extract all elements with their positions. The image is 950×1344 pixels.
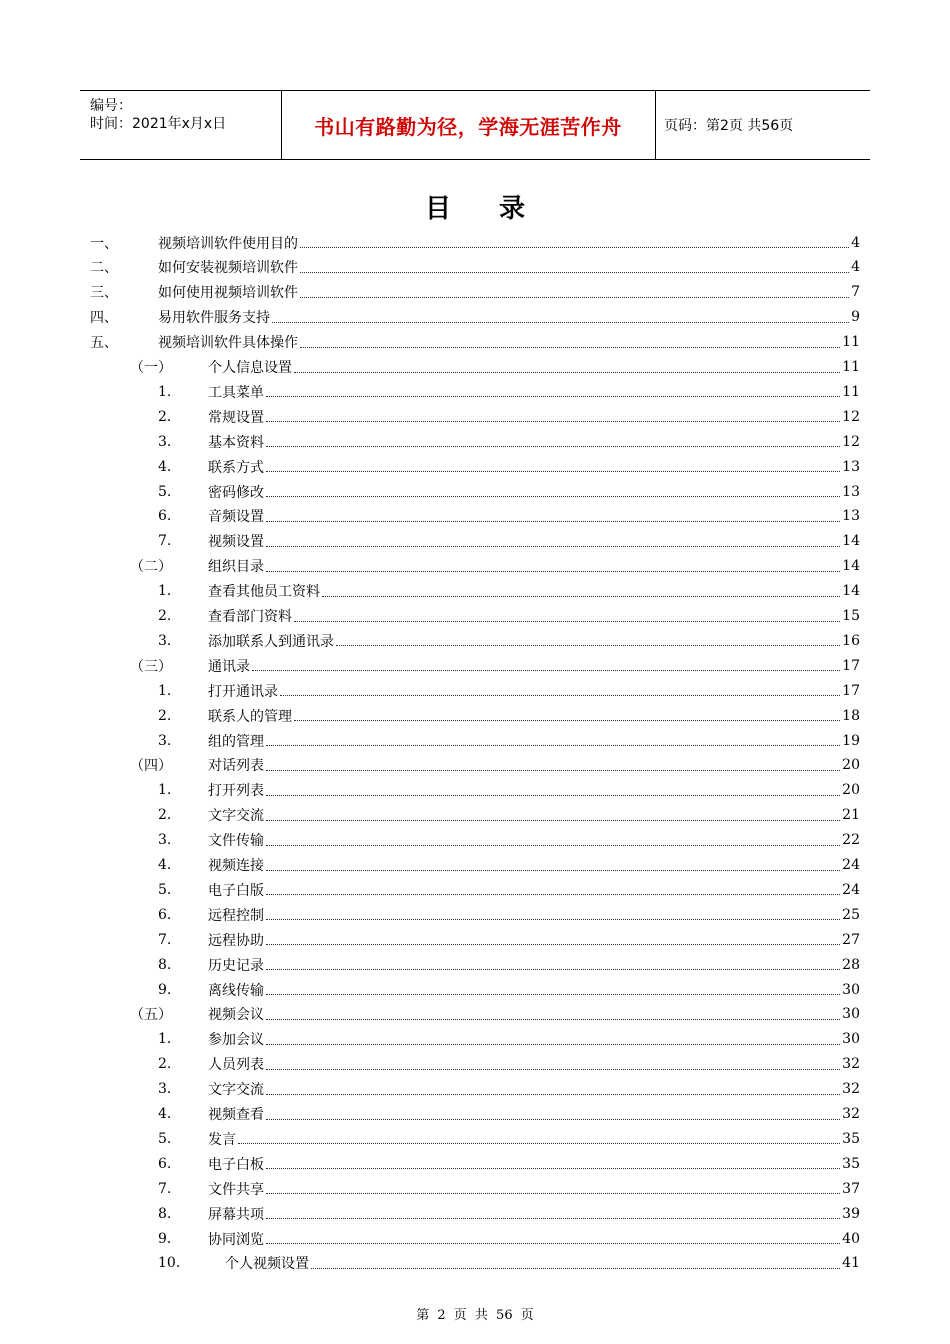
toc-dot-leader — [266, 770, 840, 771]
toc-dot-leader — [322, 596, 840, 597]
document-time-label: 时间：2021年x月x日 — [90, 116, 227, 132]
toc-entry-title: 视频设置 — [208, 534, 264, 551]
toc-title — [0, 188, 950, 225]
toc-entry-page: 12 — [842, 433, 860, 450]
toc-dot-leader — [300, 347, 840, 348]
toc-entry-page: 18 — [842, 707, 860, 724]
toc-entry-title: 文件共享 — [208, 1181, 264, 1198]
toc-dot-leader — [336, 645, 840, 646]
toc-entry[interactable] — [158, 977, 860, 1002]
toc-entry-page: 16 — [842, 632, 860, 649]
header-motto-cell — [281, 91, 656, 159]
toc-entry-number: 一、 — [90, 235, 118, 252]
toc-entry[interactable] — [158, 1052, 860, 1077]
toc-entry-number: 7. — [158, 1180, 172, 1197]
toc-entry-page: 7 — [851, 284, 860, 301]
toc-dot-leader — [266, 795, 840, 796]
toc-entry-page: 39 — [842, 1205, 860, 1222]
toc-entry-page: 17 — [842, 682, 860, 699]
toc-entry-title: 联系人的管理 — [208, 708, 292, 725]
toc-entry-title: 远程协助 — [208, 932, 264, 949]
toc-entry-title: 对话列表 — [208, 758, 264, 775]
toc-entry[interactable] — [158, 927, 860, 952]
toc-entry-number: 1. — [158, 383, 172, 400]
toc-dot-leader — [266, 994, 840, 995]
toc-entry-page: 37 — [842, 1180, 860, 1197]
toc-entry-number: 1. — [158, 1031, 172, 1048]
toc-dot-leader — [300, 297, 849, 298]
toc-entry[interactable] — [158, 1226, 860, 1251]
header-meta-cell — [80, 91, 282, 159]
toc-entry-title: 视频连接 — [208, 858, 264, 874]
toc-entry-page: 12 — [842, 408, 860, 425]
toc-entry[interactable] — [90, 330, 860, 355]
toc-entry[interactable] — [130, 653, 860, 678]
toc-entry[interactable] — [90, 305, 860, 330]
header-motto: 书山有路勤为径，学海无涯苦作舟 — [314, 114, 622, 139]
toc-entry[interactable] — [158, 703, 860, 728]
toc-entry-page: 35 — [842, 1130, 860, 1147]
header-page-info: 页码：第2页 共56页 — [664, 118, 794, 134]
toc-dot-leader — [266, 1168, 840, 1169]
toc-entry-number: 4. — [158, 857, 172, 873]
toc-entry[interactable] — [90, 255, 860, 280]
toc-dot-leader — [300, 272, 849, 273]
toc-entry-number: 2. — [158, 608, 172, 624]
toc-dot-leader — [266, 1069, 840, 1070]
toc-entry-page: 17 — [842, 657, 860, 674]
toc-entry[interactable] — [158, 877, 860, 902]
toc-entry-number: 1. — [158, 583, 172, 600]
toc-entry-title: 屏幕共项 — [208, 1206, 264, 1223]
toc-entry-title: 添加联系人到通讯录 — [208, 633, 334, 650]
toc-entry-number: 6. — [158, 1155, 172, 1172]
toc-entry[interactable] — [158, 1077, 860, 1102]
toc-entry-number: 四、 — [90, 310, 118, 327]
toc-entry-number: 4. — [158, 1106, 172, 1122]
toc-entry-number: 3. — [158, 433, 172, 450]
toc-entry[interactable] — [158, 678, 860, 703]
toc-entry-page: 22 — [842, 832, 860, 849]
toc-dot-leader — [266, 446, 840, 447]
toc-entry-title: 视频会议 — [208, 1007, 264, 1024]
toc-entry[interactable] — [158, 1201, 860, 1226]
toc-entry-number: 5. — [158, 881, 172, 898]
toc-dot-leader — [266, 894, 840, 895]
toc-entry-page: 24 — [842, 857, 860, 873]
toc-entry-page: 30 — [842, 981, 860, 998]
toc-entry-title: 远程控制 — [208, 907, 264, 924]
toc-entry-number: （三） — [130, 658, 172, 675]
toc-entry-page: 19 — [842, 732, 860, 749]
toc-entry[interactable] — [158, 803, 860, 828]
toc-entry-number: （二） — [130, 559, 172, 576]
toc-entry[interactable] — [158, 952, 860, 977]
toc-entry-page: 11 — [842, 359, 860, 375]
toc-entry-number: （四） — [130, 758, 172, 775]
toc-entry-number: 3. — [158, 832, 172, 849]
toc-entry-title: 人员列表 — [208, 1057, 264, 1074]
toc-entry-page: 20 — [842, 757, 860, 774]
toc-entry-title: 音频设置 — [208, 509, 264, 526]
toc-entry-page: 14 — [842, 558, 860, 575]
toc-entry-page: 30 — [842, 1031, 860, 1048]
toc-dot-leader — [266, 969, 840, 970]
toc-entry-title: 工具菜单 — [208, 384, 264, 401]
toc-entry-number: 2. — [158, 408, 172, 425]
toc-dot-leader — [266, 944, 840, 945]
toc-dot-leader — [266, 471, 840, 472]
toc-entry-number: （一） — [130, 360, 172, 376]
toc-dot-leader — [266, 571, 840, 572]
toc-dot-leader — [294, 372, 840, 373]
toc-entry-page: 21 — [842, 807, 860, 824]
toc-entry-number: 7. — [158, 931, 172, 948]
toc-entry-number: （五） — [130, 1007, 172, 1024]
toc-entry-page: 14 — [842, 533, 860, 550]
toc-entry[interactable] — [158, 628, 860, 653]
toc-entry-number: 二、 — [90, 260, 118, 277]
toc-entry-page: 28 — [842, 956, 860, 973]
toc-entry-page: 35 — [842, 1155, 860, 1172]
toc-entry-title: 通讯录 — [208, 658, 250, 675]
toc-entry-number: 8. — [158, 1205, 172, 1222]
toc-title-char-1: 目 — [424, 194, 451, 224]
toc-dot-leader — [294, 720, 840, 721]
toc-dot-leader — [294, 621, 840, 622]
toc-entry-number: 3. — [158, 632, 172, 649]
toc-entry-number: 6. — [158, 906, 172, 923]
toc-entry-title: 视频培训软件具体操作 — [158, 335, 298, 352]
toc-entry-page: 27 — [842, 931, 860, 948]
toc-entry-number: 4. — [158, 458, 172, 475]
toc-entry-page: 14 — [842, 583, 860, 600]
toc-entry-title: 查看其他员工资料 — [208, 584, 320, 601]
toc-entry[interactable] — [90, 230, 860, 255]
document-header — [80, 90, 870, 160]
toc-entry[interactable] — [90, 280, 860, 305]
toc-entry[interactable] — [158, 379, 860, 404]
toc-dot-leader — [266, 919, 840, 920]
toc-entry-title: 文字交流 — [208, 1082, 264, 1099]
toc-entry[interactable] — [158, 579, 860, 604]
toc-entry-title: 文件传输 — [208, 833, 264, 850]
toc-dot-leader — [266, 396, 840, 397]
toc-entry-page: 4 — [851, 259, 860, 276]
toc-dot-leader — [266, 745, 840, 746]
page-footer: 第 2 页 共 56 页 — [416, 1308, 534, 1323]
toc-entry-number: 1. — [158, 782, 172, 799]
toc-entry[interactable] — [158, 404, 860, 429]
toc-entry-title: 参加会议 — [208, 1032, 264, 1049]
toc-dot-leader — [266, 870, 840, 871]
toc-entry-number: 10. — [158, 1255, 181, 1272]
toc-entry[interactable] — [158, 1176, 860, 1201]
toc-entry[interactable] — [130, 1002, 860, 1027]
toc-dot-leader — [266, 1243, 840, 1244]
toc-entry-number: 9. — [158, 1230, 172, 1247]
toc-entry-title: 历史记录 — [208, 957, 264, 974]
toc-dot-leader — [266, 546, 840, 547]
toc-entry[interactable] — [158, 454, 860, 479]
toc-entry-page: 13 — [842, 508, 860, 525]
toc-dot-leader — [266, 845, 840, 846]
toc-dot-leader — [266, 1218, 840, 1219]
toc-entry-page: 32 — [842, 1106, 860, 1122]
toc-entry[interactable] — [130, 355, 860, 380]
toc-entry-number: 三、 — [90, 285, 118, 302]
toc-entry-title: 个人视频设置 — [225, 1256, 309, 1273]
toc-entry-page: 32 — [842, 1081, 860, 1098]
toc-entry[interactable] — [158, 728, 860, 753]
toc-dot-leader — [300, 247, 849, 248]
toc-entry-page: 41 — [842, 1255, 860, 1272]
toc-entry-number: 2. — [158, 707, 172, 724]
toc-entry-title: 电子白板 — [208, 1156, 264, 1173]
toc-entry-page: 9 — [851, 309, 860, 326]
toc-entry-page: 13 — [842, 458, 860, 475]
toc-entry-page: 24 — [842, 881, 860, 898]
toc-entry-title: 查看部门资料 — [208, 609, 292, 625]
toc-entry-page: 30 — [842, 1006, 860, 1023]
toc-dot-leader — [266, 1193, 840, 1194]
toc-entry-number: 2. — [158, 807, 172, 824]
toc-entry[interactable] — [158, 902, 860, 927]
toc-entry[interactable] — [158, 1027, 860, 1052]
toc-entry-title: 如何使用视频培训软件 — [158, 285, 298, 302]
toc-entry-number: 2. — [158, 1056, 172, 1073]
toc-entry[interactable] — [130, 753, 860, 778]
toc-entry-title: 电子白版 — [208, 882, 264, 899]
toc-dot-leader — [266, 820, 840, 821]
toc-dot-leader — [272, 322, 849, 323]
toc-entry-number: 五、 — [90, 335, 118, 352]
toc-entry-title: 密码修改 — [208, 484, 264, 501]
toc-entry[interactable] — [158, 479, 860, 504]
toc-entry-page: 13 — [842, 483, 860, 500]
toc-dot-leader — [266, 1019, 840, 1020]
toc-entry-title: 发言 — [208, 1131, 236, 1148]
toc-entry-title: 文字交流 — [208, 808, 264, 825]
toc-entry[interactable] — [158, 853, 860, 878]
toc-entry-number: 1. — [158, 682, 172, 699]
toc-dot-leader — [266, 1119, 840, 1120]
toc-entry-title: 易用软件服务支持 — [158, 310, 270, 327]
toc-entry-number: 3. — [158, 1081, 172, 1098]
toc-entry-title: 离线传输 — [208, 982, 264, 999]
toc-entry-title: 组的管理 — [208, 733, 264, 750]
toc-dot-leader — [266, 1044, 840, 1045]
toc-dot-leader — [311, 1268, 840, 1269]
toc-entry-page: 25 — [842, 906, 860, 923]
toc-entry[interactable] — [158, 828, 860, 853]
toc-entry-title: 打开通讯录 — [208, 683, 278, 700]
header-page-cell — [656, 91, 870, 159]
toc-entry-number: 8. — [158, 956, 172, 973]
toc-dot-leader — [266, 496, 840, 497]
toc-entry[interactable] — [158, 778, 860, 803]
toc-entry-title: 联系方式 — [208, 459, 264, 476]
toc-entry-title: 常规设置 — [208, 409, 264, 426]
toc-entry[interactable] — [158, 1151, 860, 1176]
toc-entry[interactable] — [158, 1126, 860, 1151]
toc-entry-number: 9. — [158, 981, 172, 998]
toc-entry[interactable] — [158, 529, 860, 554]
toc-entry-page: 32 — [842, 1056, 860, 1073]
toc-entry-number: 3. — [158, 732, 172, 749]
toc-entry[interactable] — [158, 504, 860, 529]
toc-dot-leader — [266, 1094, 840, 1095]
toc-entry-page: 15 — [842, 608, 860, 624]
toc-entry[interactable] — [158, 1102, 860, 1127]
toc-entry[interactable] — [158, 429, 860, 454]
toc-entry[interactable] — [158, 1251, 860, 1276]
toc-entry-title: 个人信息设置 — [208, 360, 292, 376]
toc-entry-title: 组织目录 — [208, 559, 264, 576]
toc-entry-number: 6. — [158, 508, 172, 525]
toc-entry-title: 基本资料 — [208, 434, 264, 451]
toc-entry-number: 5. — [158, 483, 172, 500]
toc-dot-leader — [266, 421, 840, 422]
toc-entry-number: 5. — [158, 1130, 172, 1147]
toc-entry-title: 视频培训软件使用目的 — [158, 235, 298, 252]
toc-dot-leader — [266, 521, 840, 522]
toc-entry-page: 11 — [842, 383, 860, 400]
toc-entry[interactable] — [130, 554, 860, 579]
toc-entry-title: 协同浏览 — [208, 1231, 264, 1248]
toc-entry[interactable] — [158, 604, 860, 629]
toc-entry-page: 11 — [842, 334, 860, 351]
toc-entry-title: 视频查看 — [208, 1107, 264, 1123]
toc-entry-page: 4 — [851, 234, 860, 251]
toc-entry-number: 7. — [158, 533, 172, 550]
toc-dot-leader — [280, 695, 840, 696]
toc-entry-title: 如何安装视频培训软件 — [158, 260, 298, 277]
toc-entry-title: 打开列表 — [208, 783, 264, 800]
toc-dot-leader — [238, 1143, 840, 1144]
document-number-label: 编号： — [90, 98, 132, 114]
toc-entry-page: 20 — [842, 782, 860, 799]
toc-title-char-2: 录 — [499, 194, 526, 224]
toc-entry-page: 40 — [842, 1230, 860, 1247]
toc-dot-leader — [252, 670, 840, 671]
